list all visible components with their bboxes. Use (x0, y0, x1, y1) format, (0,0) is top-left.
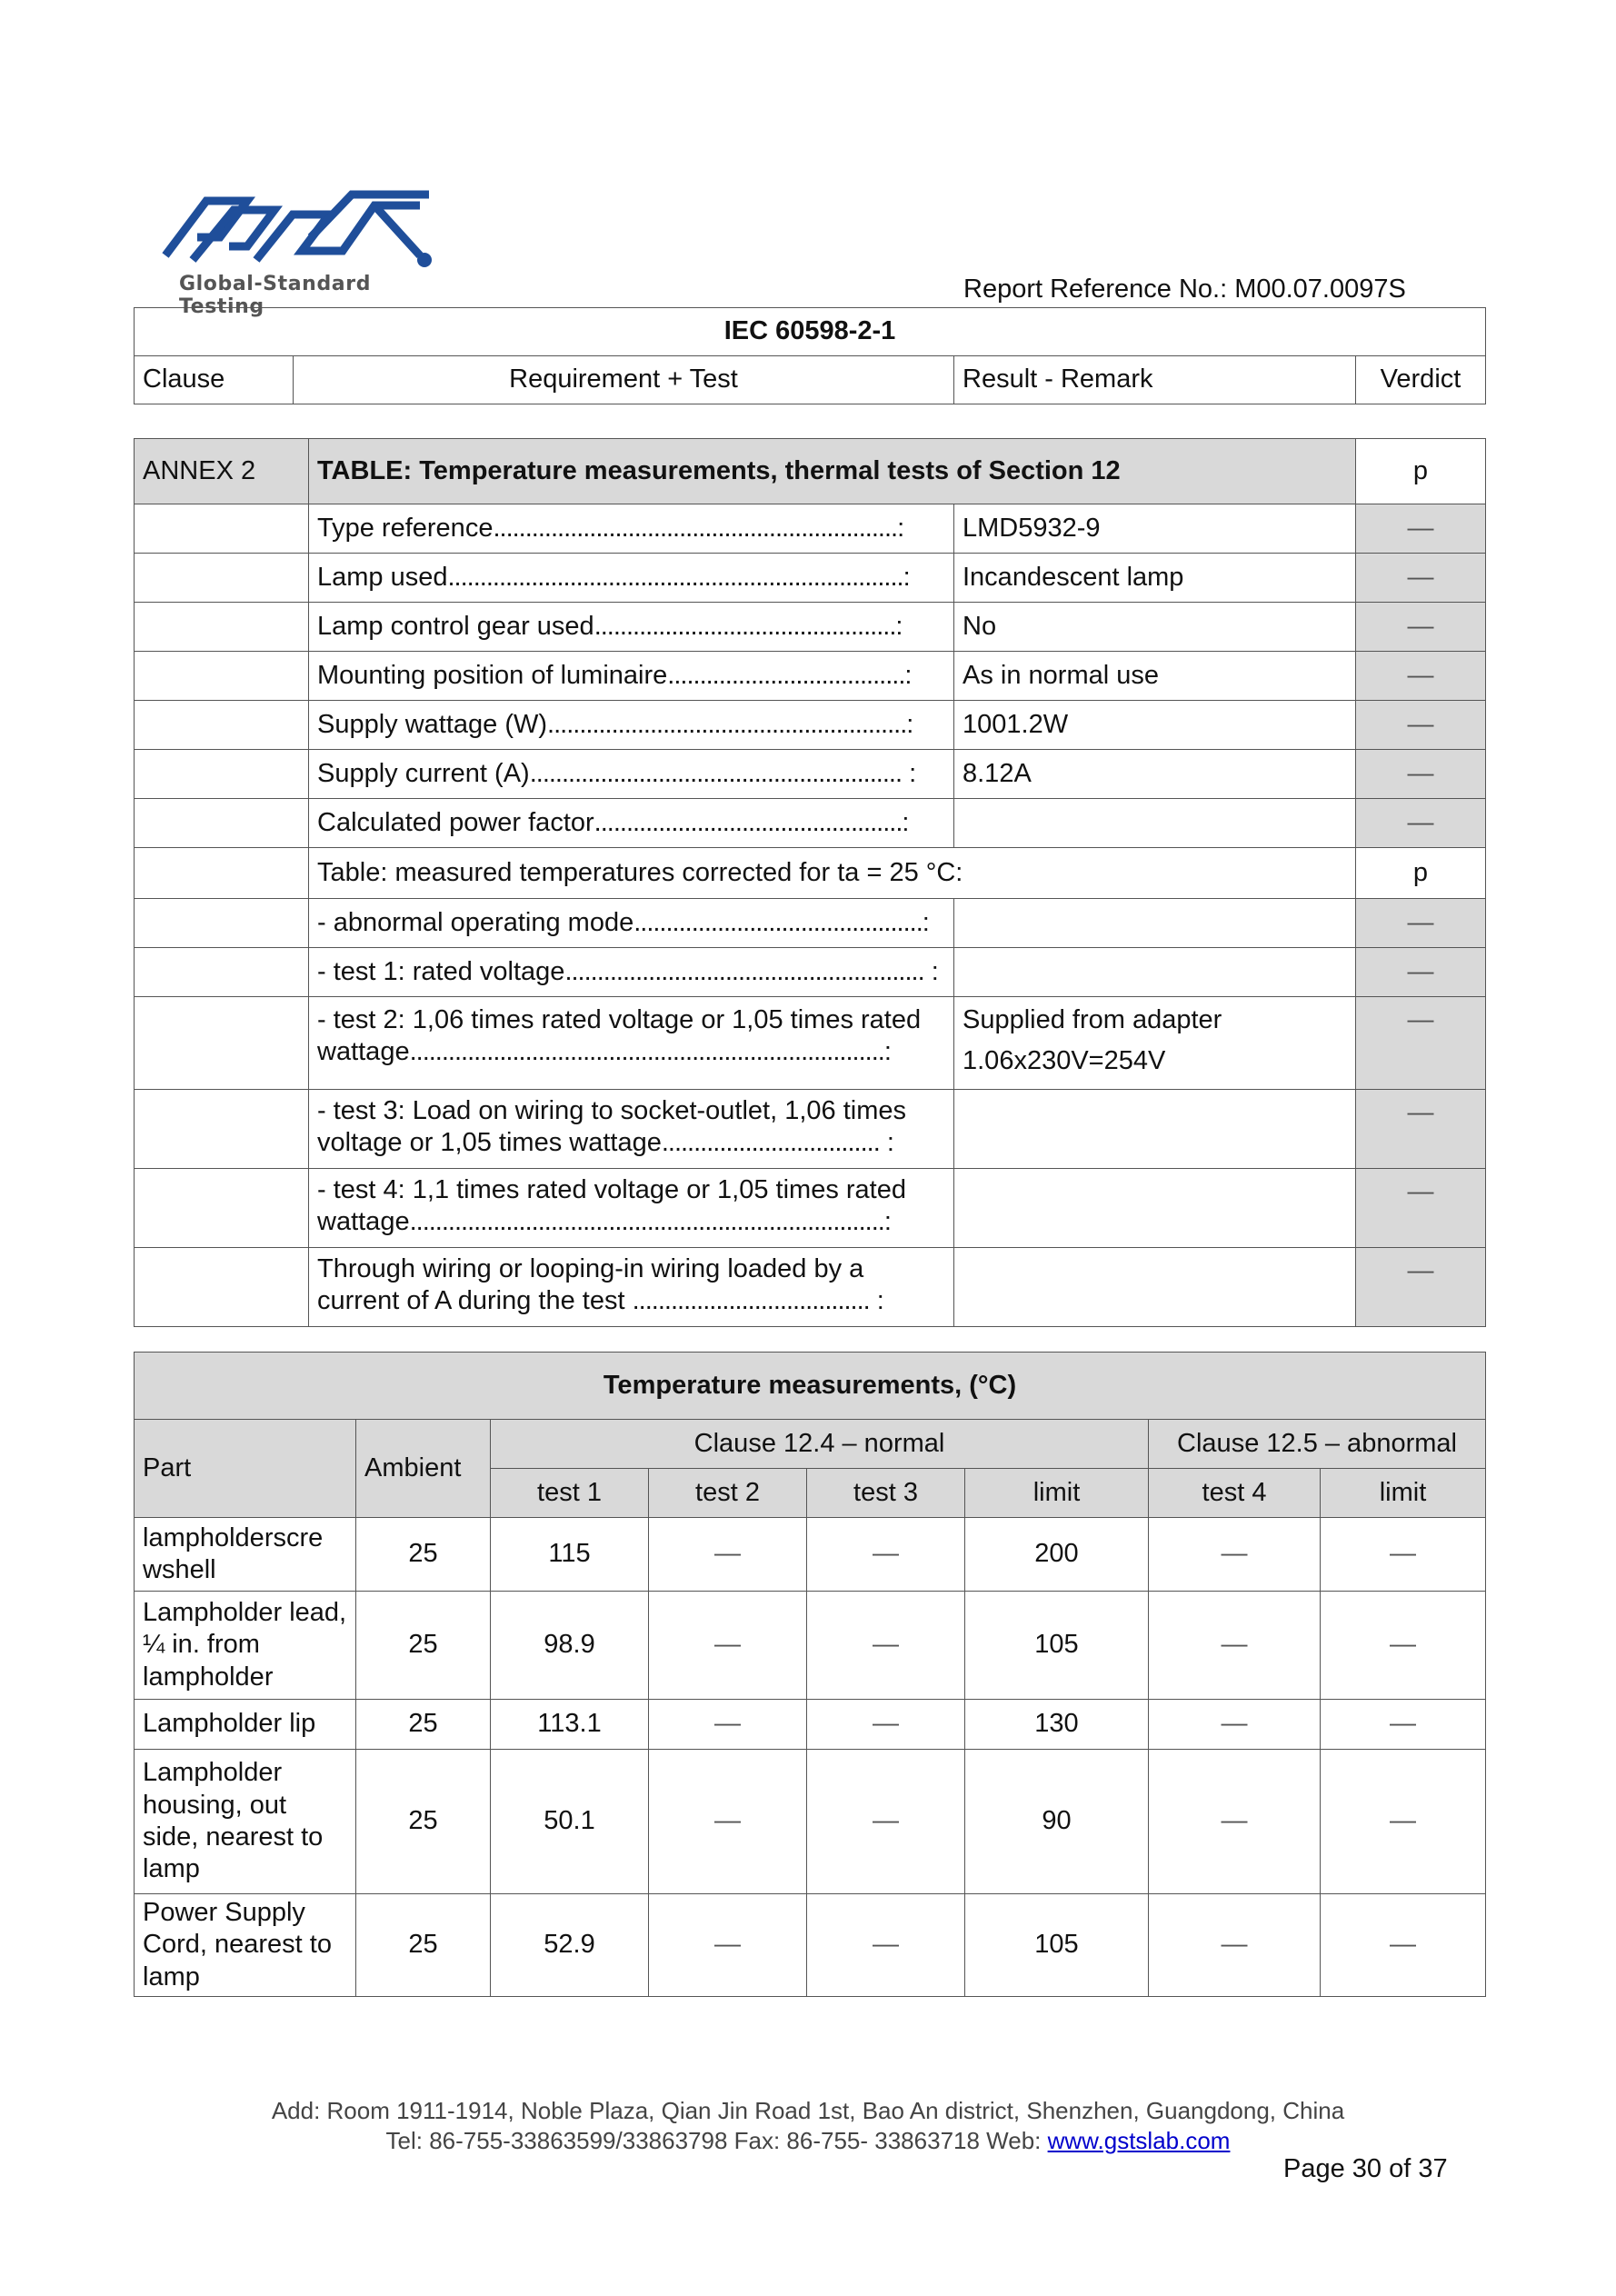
table-row (135, 899, 1486, 948)
subheader-test3: test 3 (807, 1469, 965, 1518)
subheader-test1: test 1 (491, 1469, 649, 1518)
row-value (954, 899, 1356, 948)
test3-value (954, 1090, 1356, 1169)
cell-part: Power Supply Cord, nearest to lamp (135, 1894, 356, 1997)
cell-test4: — (1149, 1700, 1321, 1750)
temperature-title: Temperature measurements, (°C) (135, 1353, 1486, 1420)
test2-verdict: — (1356, 997, 1486, 1090)
cell-ambient: 25 (356, 1750, 491, 1894)
logo-text: Global-Standard Testing (179, 273, 372, 318)
table-row (135, 554, 1486, 603)
row-verdict: — (1356, 799, 1486, 848)
row-label: Lamp used.......................................................................: (309, 554, 954, 603)
cell-limit: 90 (965, 1750, 1149, 1894)
column-header-result: Result - Remark (954, 356, 1356, 404)
corrected-verdict: p (1356, 848, 1486, 899)
row-label: - abnormal operating mode.............................................: (309, 899, 954, 948)
annex-title: TABLE: Temperature measurements, thermal tests of Section 12 (309, 439, 1356, 504)
cell-test3: — (807, 1894, 965, 1997)
table-row (135, 750, 1486, 799)
cell-test3: — (807, 1700, 965, 1750)
row-verdict: — (1356, 701, 1486, 750)
cell-ambient: 25 (356, 1894, 491, 1997)
cell-test3: — (807, 1592, 965, 1700)
table-row (135, 1169, 1486, 1248)
table-row (135, 1700, 1486, 1750)
cell-limit2: — (1321, 1518, 1486, 1592)
subheader-test4: test 4 (1149, 1469, 1321, 1518)
row-label: Calculated power factor................................................: (309, 799, 954, 848)
test2-label: - test 2: 1,06 times rated voltage or 1,05 times rated wattage..........................................................................: (309, 997, 954, 1090)
row-value: No (954, 603, 1356, 652)
column-header-requirement: Requirement + Test (294, 356, 954, 404)
table-row (135, 1248, 1486, 1327)
cell-part: Lampholder housing, out side, nearest to lamp (135, 1750, 356, 1894)
column-header-clause: Clause (135, 356, 294, 404)
cell-test1: 52.9 (491, 1894, 649, 1997)
annex-table (134, 438, 1486, 1327)
cell-test1: 113.1 (491, 1700, 649, 1750)
table-row (135, 799, 1486, 848)
cell-test2: — (649, 1592, 807, 1700)
table-row (135, 701, 1486, 750)
subheader-limit: limit (965, 1469, 1149, 1518)
gst-logo-icon (156, 187, 456, 274)
subheader-limit2: limit (1321, 1469, 1486, 1518)
table-row (135, 848, 1486, 899)
cell-test4: — (1149, 1592, 1321, 1700)
table-row (135, 1750, 1486, 1894)
cell-test1: 98.9 (491, 1592, 649, 1700)
through-verdict: — (1356, 1248, 1486, 1327)
company-logo (156, 187, 456, 318)
cell-test2: — (649, 1518, 807, 1592)
row-value: Incandescent lamp (954, 554, 1356, 603)
cell-test3: — (807, 1518, 965, 1592)
row-label: Mounting position of luminaire.....................................: (309, 652, 954, 701)
row-verdict: — (1356, 948, 1486, 997)
footer-address: Add: Room 1911-1914, Noble Plaza, Qian Jin Road 1st, Bao An district, Shenzhen, Guangdong, China (271, 2097, 1345, 2124)
cell-limit: 200 (965, 1518, 1149, 1592)
cell-test4: — (1149, 1750, 1321, 1894)
cell-test4: — (1149, 1518, 1321, 1592)
corrected-label: Table: measured temperatures corrected for ta = 25 °C: (309, 848, 1356, 899)
row-verdict: — (1356, 899, 1486, 948)
cell-test2: — (649, 1894, 807, 1997)
table-row (135, 1090, 1486, 1169)
table-row (135, 652, 1486, 701)
cell-test2: — (649, 1700, 807, 1750)
row-verdict: — (1356, 504, 1486, 554)
table-row (135, 1894, 1486, 1997)
footer-web-link[interactable]: www.gstslab.com (1047, 2127, 1231, 2154)
table-row (135, 504, 1486, 554)
cell-ambient: 25 (356, 1592, 491, 1700)
through-label: Through wiring or looping-in wiring loaded by a current of A during the test ..................................... : (309, 1248, 954, 1327)
annex-clause: ANNEX 2 (135, 439, 309, 504)
row-label: Lamp control gear used...............................................: (309, 603, 954, 652)
normal-header: Clause 12.4 – normal (491, 1420, 1149, 1469)
row-verdict: — (1356, 554, 1486, 603)
cell-ambient: 25 (356, 1700, 491, 1750)
table-row (135, 948, 1486, 997)
cell-test1: 50.1 (491, 1750, 649, 1894)
cell-limit2: — (1321, 1894, 1486, 1997)
row-value: As in normal use (954, 652, 1356, 701)
row-verdict: — (1356, 603, 1486, 652)
row-value (954, 799, 1356, 848)
table-row (135, 1592, 1486, 1700)
footer-contact (0, 2127, 1616, 2155)
row-label: Supply current (A).......................................................... : (309, 750, 954, 799)
cell-limit: 105 (965, 1592, 1149, 1700)
cell-test3: — (807, 1750, 965, 1894)
cell-limit2: — (1321, 1592, 1486, 1700)
part-header: Part (135, 1420, 356, 1518)
row-label: Type reference...............................................................: (309, 504, 954, 554)
test2-value: Supplied from adapter 1.06x230V=254V (954, 997, 1356, 1090)
row-verdict: — (1356, 750, 1486, 799)
cell-limit2: — (1321, 1700, 1486, 1750)
footer-contact-text: Tel: 86-755-33863599/33863798 Fax: 86-755- 33863718 Web: (385, 2127, 1048, 2154)
row-value (954, 948, 1356, 997)
annex-verdict: p (1356, 439, 1486, 504)
row-value: 1001.2W (954, 701, 1356, 750)
through-value (954, 1248, 1356, 1327)
test3-label: - test 3: Load on wiring to socket-outlet, 1,06 times voltage or 1,05 times wattage.................................. : (309, 1090, 954, 1169)
cell-ambient: 25 (356, 1518, 491, 1592)
cell-test1: 115 (491, 1518, 649, 1592)
cell-test2: — (649, 1750, 807, 1894)
row-label: Supply wattage (W)........................................................: (309, 701, 954, 750)
table-row (135, 603, 1486, 652)
abnormal-header: Clause 12.5 – abnormal (1149, 1420, 1486, 1469)
table-row (135, 1518, 1486, 1592)
row-value: 8.12A (954, 750, 1356, 799)
row-value: LMD5932-9 (954, 504, 1356, 554)
cell-part: Lampholder lead, ¼ in. from lampholder (135, 1592, 356, 1700)
test4-value (954, 1169, 1356, 1248)
ambient-header: Ambient (356, 1420, 491, 1518)
column-header-verdict: Verdict (1356, 356, 1486, 404)
row-label: - test 1: rated voltage........................................................ : (309, 948, 954, 997)
cell-part: lampholderscre wshell (135, 1518, 356, 1592)
test4-verdict: — (1356, 1169, 1486, 1248)
cell-limit: 130 (965, 1700, 1149, 1750)
row-verdict: — (1356, 652, 1486, 701)
cell-limit2: — (1321, 1750, 1486, 1894)
temperature-table (134, 1352, 1486, 1997)
table-row (135, 997, 1486, 1090)
cell-limit: 105 (965, 1894, 1149, 1997)
cell-test4: — (1149, 1894, 1321, 1997)
cell-part: Lampholder lip (135, 1700, 356, 1750)
standard-title: IEC 60598-2-1 (135, 308, 1486, 356)
page-number: Page 30 of 37 (1283, 2154, 1448, 2183)
test3-verdict: — (1356, 1090, 1486, 1169)
report-header-table (134, 307, 1486, 404)
test4-label: - test 4: 1,1 times rated voltage or 1,05 times rated wattage..........................................................................: (309, 1169, 954, 1248)
subheader-test2: test 2 (649, 1469, 807, 1518)
report-reference: Report Reference No.: M00.07.0097S (963, 275, 1406, 304)
